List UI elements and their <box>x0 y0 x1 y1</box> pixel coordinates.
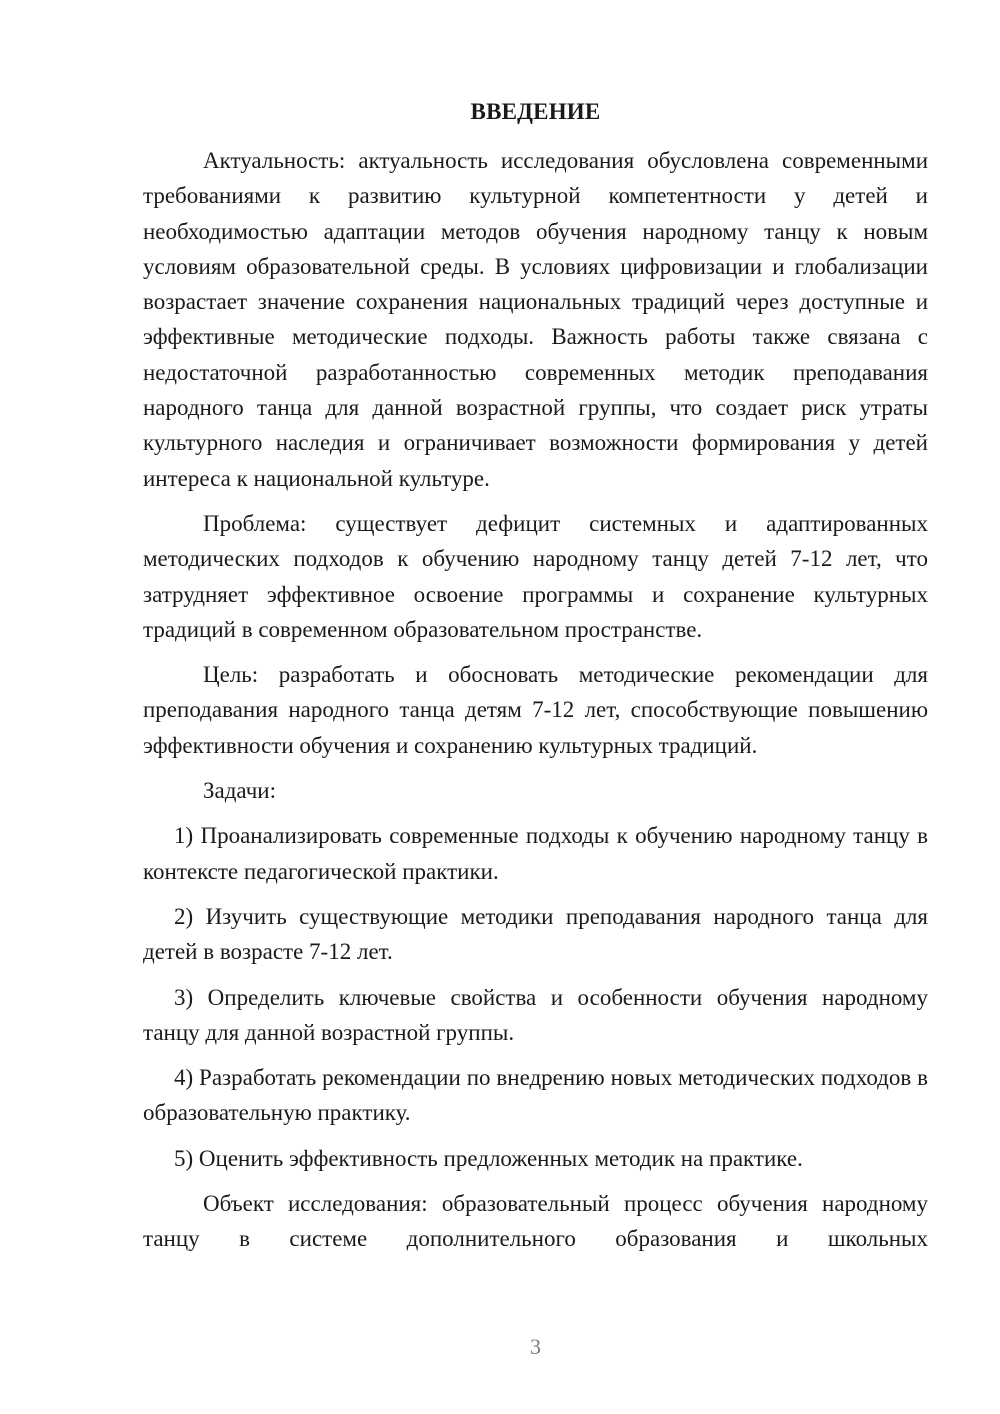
goal-paragraph: Цель: разработать и обосновать методические рекомендации для преподавания народного танца детям 7-12 лет, способствующие повышению эффективности обучения и сохранению культурных традиций. <box>143 662 928 758</box>
document-page <box>143 0 928 1414</box>
task-item: 2) Изучить существующие методики преподавания народного танца для детей в возрасте 7-12 лет. <box>143 903 928 965</box>
task-item: 4) Разработать рекомендации по внедрению новых методических подходов в образовательную практику. <box>143 1065 928 1126</box>
relevance-paragraph: Актуальность: актуальность исследования обусловлена современными требованиями к развитию культурной компетентности у детей и необходимостью адаптации методов обучения народному танцу к новым условиям образовательной среды. В условиях цифровизации и глобализации возрастает значение сохранения национальных традиций через доступные и эффективные методические подходы. Важность работы также связана с недостаточной разработанностью современных методик преподавания народного танца для данной возрастной группы, что создает риск утраты культурного наследия и ограничивает возможности формирования у детей интереса к национальной культуре. <box>143 148 928 491</box>
task-item: 5) Оценить эффективность предложенных методик на практике. <box>174 1145 803 1171</box>
task-item: 1) Проанализировать современные подходы к обучению народному танцу в контексте педагогической практики. <box>143 823 928 884</box>
object-paragraph: Объект исследования: образовательный процесс обучения народному танцу в системе дополнительного образования и школьных <box>143 1191 928 1252</box>
task-item: 3) Определить ключевые свойства и особенности обучения народному танцу для данной возрастной группы. <box>143 984 928 1045</box>
tasks-label: Задачи: <box>203 778 276 804</box>
document-body <box>143 143 928 1267</box>
page-number: 3 <box>530 1334 541 1359</box>
problem-paragraph: Проблема: существует дефицит системных и адаптированных методических подходов к обучению народному танцу детей 7-12 лет, что затрудняет эффективное освоение программы и сохранение культурных традиций в современном образовательном пространстве. <box>143 510 928 642</box>
section-heading: ВВЕДЕНИЕ <box>470 99 601 124</box>
